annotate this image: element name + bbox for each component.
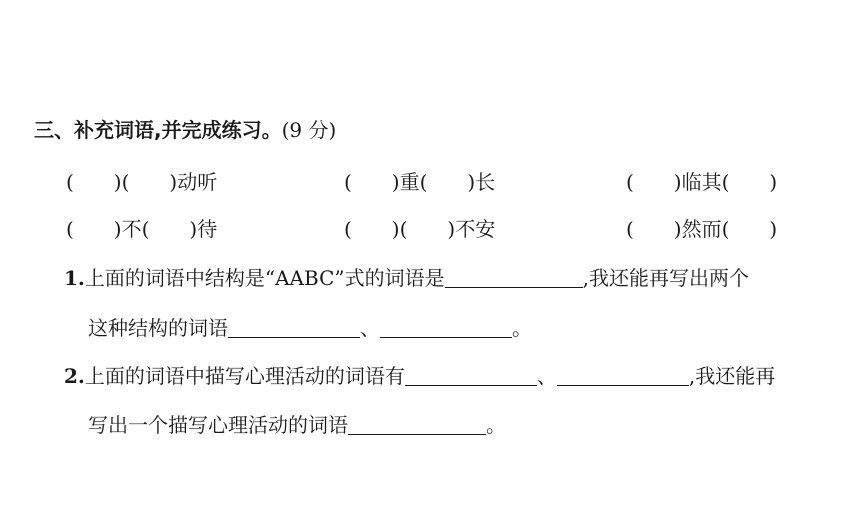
section-score: (9 分)	[281, 118, 337, 142]
question-1-blank-2[interactable]	[228, 317, 360, 338]
idiom-2: ( )重( )长	[344, 170, 496, 194]
question-1-separator: 、	[360, 316, 380, 340]
section-heading	[34, 114, 336, 143]
idiom-6: ( )然而( )	[626, 217, 778, 241]
idiom-4: ( )不( )待	[66, 217, 218, 241]
question-1-end: 。	[512, 316, 532, 340]
question-2-text-a: 上面的词语中描写心理活动的词语有	[84, 364, 405, 388]
question-1-number: 1.	[64, 266, 85, 290]
question-1-line-2	[88, 312, 532, 341]
question-2-line-2	[88, 409, 506, 438]
idiom-1: ( )( )动听	[66, 170, 218, 194]
question-2-text-b: ,我还能再	[688, 364, 776, 388]
question-2-blank-3[interactable]	[348, 414, 486, 435]
question-1-text-b: ,我还能再写出两个	[582, 266, 749, 290]
question-1-text-c: 这种结构的词语	[88, 316, 228, 340]
idiom-5: ( )( )不安	[344, 217, 496, 241]
question-1-blank-1[interactable]	[445, 267, 583, 288]
question-2-number: 2.	[64, 364, 85, 388]
question-2-end: 。	[486, 413, 506, 437]
idiom-3: ( )临其( )	[626, 170, 778, 194]
section-title: 三、补充词语,并完成练习。	[34, 118, 282, 142]
question-2-line-1	[64, 360, 775, 389]
question-2-text-c: 写出一个描写心理活动的词语	[88, 413, 348, 437]
question-1-blank-3[interactable]	[380, 317, 512, 338]
question-1-text-a: 上面的词语中结构是“AABC”式的词语是	[84, 266, 445, 290]
question-1-line-1	[64, 262, 749, 291]
question-2-blank-2[interactable]	[557, 365, 689, 386]
question-2-blank-1[interactable]	[405, 365, 537, 386]
question-2-separator: 、	[536, 364, 557, 388]
